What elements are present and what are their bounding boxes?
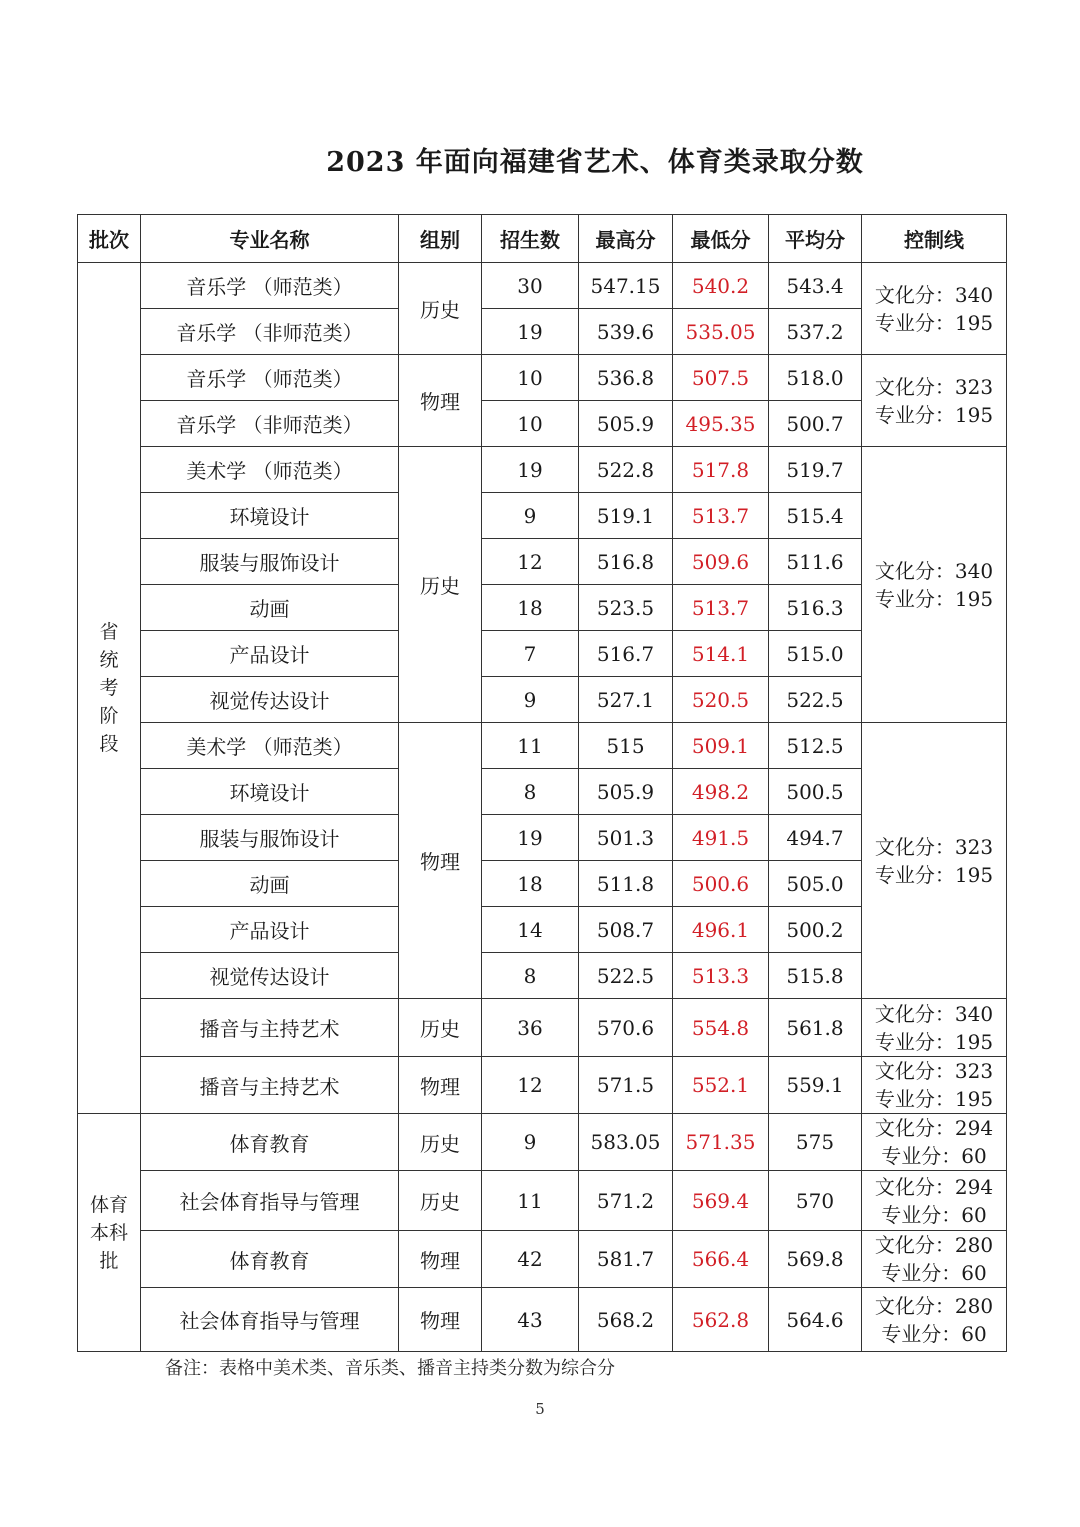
max-cell: 547.15 bbox=[579, 263, 673, 309]
min-cell: 554.8 bbox=[673, 999, 769, 1057]
max-cell: 571.2 bbox=[579, 1171, 673, 1231]
batch-cell-sports: 体育 本科 批 bbox=[78, 1114, 141, 1352]
min-cell: 498.2 bbox=[673, 769, 769, 815]
min-cell: 535.05 bbox=[673, 309, 769, 355]
group-cell: 历史 bbox=[399, 447, 482, 723]
count-cell: 9 bbox=[482, 677, 579, 723]
max-cell: 571.5 bbox=[579, 1057, 673, 1114]
group-cell: 物理 bbox=[399, 1231, 482, 1288]
avg-cell: 570 bbox=[769, 1171, 862, 1231]
max-cell: 501.3 bbox=[579, 815, 673, 861]
header-batch: 批次 bbox=[78, 215, 141, 263]
major-cell: 动画 bbox=[141, 861, 399, 907]
max-cell: 519.1 bbox=[579, 493, 673, 539]
major-cell: 音乐学 （非师范类） bbox=[141, 401, 399, 447]
avg-cell: 515.0 bbox=[769, 631, 862, 677]
count-cell: 42 bbox=[482, 1231, 579, 1288]
major-cell: 播音与主持艺术 bbox=[141, 1057, 399, 1114]
max-cell: 568.2 bbox=[579, 1288, 673, 1352]
count-cell: 43 bbox=[482, 1288, 579, 1352]
group-cell: 物理 bbox=[399, 355, 482, 447]
count-cell: 11 bbox=[482, 1171, 579, 1231]
major-cell: 体育教育 bbox=[141, 1114, 399, 1171]
batch-cell-provincial: 省 统 考 阶 段 bbox=[78, 263, 141, 1114]
min-cell: 571.35 bbox=[673, 1114, 769, 1171]
major-cell: 服装与服饰设计 bbox=[141, 539, 399, 585]
max-cell: 505.9 bbox=[579, 769, 673, 815]
major-cell: 产品设计 bbox=[141, 907, 399, 953]
footnote: 备注：表格中美术类、音乐类、播音主持类分数为综合分 bbox=[165, 1358, 615, 1379]
max-cell: 522.8 bbox=[579, 447, 673, 493]
group-cell: 历史 bbox=[399, 1114, 482, 1171]
min-cell: 507.5 bbox=[673, 355, 769, 401]
control-cell: 文化分：280 专业分：60 bbox=[862, 1288, 1007, 1352]
count-cell: 12 bbox=[482, 1057, 579, 1114]
header-max: 最高分 bbox=[579, 215, 673, 263]
avg-cell: 511.6 bbox=[769, 539, 862, 585]
major-cell: 体育教育 bbox=[141, 1231, 399, 1288]
page-number: 5 bbox=[535, 1400, 545, 1418]
control-cell: 文化分：340 专业分：195 bbox=[862, 999, 1007, 1057]
control-cell: 文化分：294 专业分：60 bbox=[862, 1171, 1007, 1231]
table-row bbox=[78, 263, 1007, 309]
min-cell: 562.8 bbox=[673, 1288, 769, 1352]
major-cell: 音乐学 （师范类） bbox=[141, 355, 399, 401]
count-cell: 7 bbox=[482, 631, 579, 677]
count-cell: 11 bbox=[482, 723, 579, 769]
avg-cell: 500.7 bbox=[769, 401, 862, 447]
control-cell: 文化分：294 专业分：60 bbox=[862, 1114, 1007, 1171]
major-cell: 环境设计 bbox=[141, 769, 399, 815]
max-cell: 570.6 bbox=[579, 999, 673, 1057]
group-cell: 物理 bbox=[399, 723, 482, 999]
max-cell: 536.8 bbox=[579, 355, 673, 401]
min-cell: 491.5 bbox=[673, 815, 769, 861]
avg-cell: 505.0 bbox=[769, 861, 862, 907]
max-cell: 505.9 bbox=[579, 401, 673, 447]
avg-cell: 500.2 bbox=[769, 907, 862, 953]
max-cell: 522.5 bbox=[579, 953, 673, 999]
table-header-row bbox=[78, 215, 1007, 263]
major-cell: 美术学 （师范类） bbox=[141, 723, 399, 769]
avg-cell: 494.7 bbox=[769, 815, 862, 861]
major-cell: 社会体育指导与管理 bbox=[141, 1171, 399, 1231]
header-group: 组别 bbox=[399, 215, 482, 263]
group-cell: 物理 bbox=[399, 1057, 482, 1114]
admission-score-table bbox=[77, 214, 1007, 1352]
max-cell: 516.8 bbox=[579, 539, 673, 585]
header-count: 招生数 bbox=[482, 215, 579, 263]
count-cell: 8 bbox=[482, 953, 579, 999]
min-cell: 513.3 bbox=[673, 953, 769, 999]
avg-cell: 575 bbox=[769, 1114, 862, 1171]
major-cell: 音乐学 （非师范类） bbox=[141, 309, 399, 355]
count-cell: 10 bbox=[482, 401, 579, 447]
major-cell: 社会体育指导与管理 bbox=[141, 1288, 399, 1352]
min-cell: 540.2 bbox=[673, 263, 769, 309]
max-cell: 583.05 bbox=[579, 1114, 673, 1171]
avg-cell: 564.6 bbox=[769, 1288, 862, 1352]
group-cell: 历史 bbox=[399, 1171, 482, 1231]
max-cell: 516.7 bbox=[579, 631, 673, 677]
max-cell: 508.7 bbox=[579, 907, 673, 953]
control-cell: 文化分：340 专业分：195 bbox=[862, 263, 1007, 355]
count-cell: 12 bbox=[482, 539, 579, 585]
major-cell: 播音与主持艺术 bbox=[141, 999, 399, 1057]
avg-cell: 516.3 bbox=[769, 585, 862, 631]
max-cell: 515 bbox=[579, 723, 673, 769]
avg-cell: 515.4 bbox=[769, 493, 862, 539]
group-cell: 历史 bbox=[399, 999, 482, 1057]
count-cell: 9 bbox=[482, 1114, 579, 1171]
count-cell: 30 bbox=[482, 263, 579, 309]
count-cell: 8 bbox=[482, 769, 579, 815]
max-cell: 523.5 bbox=[579, 585, 673, 631]
min-cell: 566.4 bbox=[673, 1231, 769, 1288]
avg-cell: 519.7 bbox=[769, 447, 862, 493]
min-cell: 513.7 bbox=[673, 493, 769, 539]
max-cell: 539.6 bbox=[579, 309, 673, 355]
avg-cell: 518.0 bbox=[769, 355, 862, 401]
avg-cell: 512.5 bbox=[769, 723, 862, 769]
max-cell: 581.7 bbox=[579, 1231, 673, 1288]
min-cell: 500.6 bbox=[673, 861, 769, 907]
major-cell: 视觉传达设计 bbox=[141, 677, 399, 723]
table-row bbox=[78, 1231, 1007, 1288]
count-cell: 10 bbox=[482, 355, 579, 401]
table-row bbox=[78, 1171, 1007, 1231]
table-row bbox=[78, 1057, 1007, 1114]
control-cell: 文化分：340 专业分：195 bbox=[862, 447, 1007, 723]
count-cell: 18 bbox=[482, 585, 579, 631]
table-row bbox=[78, 1114, 1007, 1171]
count-cell: 36 bbox=[482, 999, 579, 1057]
max-cell: 527.1 bbox=[579, 677, 673, 723]
major-cell: 动画 bbox=[141, 585, 399, 631]
major-cell: 产品设计 bbox=[141, 631, 399, 677]
avg-cell: 522.5 bbox=[769, 677, 862, 723]
control-cell: 文化分：323 专业分：195 bbox=[862, 1057, 1007, 1114]
min-cell: 509.1 bbox=[673, 723, 769, 769]
min-cell: 552.1 bbox=[673, 1057, 769, 1114]
min-cell: 520.5 bbox=[673, 677, 769, 723]
table-row bbox=[78, 355, 1007, 401]
avg-cell: 500.5 bbox=[769, 769, 862, 815]
avg-cell: 537.2 bbox=[769, 309, 862, 355]
control-cell: 文化分：323 专业分：195 bbox=[862, 355, 1007, 447]
header-control: 控制线 bbox=[862, 215, 1007, 263]
min-cell: 495.35 bbox=[673, 401, 769, 447]
min-cell: 496.1 bbox=[673, 907, 769, 953]
count-cell: 19 bbox=[482, 447, 579, 493]
count-cell: 18 bbox=[482, 861, 579, 907]
min-cell: 509.6 bbox=[673, 539, 769, 585]
count-cell: 14 bbox=[482, 907, 579, 953]
major-cell: 环境设计 bbox=[141, 493, 399, 539]
avg-cell: 543.4 bbox=[769, 263, 862, 309]
header-major: 专业名称 bbox=[141, 215, 399, 263]
avg-cell: 569.8 bbox=[769, 1231, 862, 1288]
table-row bbox=[78, 447, 1007, 493]
major-cell: 音乐学 （师范类） bbox=[141, 263, 399, 309]
max-cell: 511.8 bbox=[579, 861, 673, 907]
header-avg: 平均分 bbox=[769, 215, 862, 263]
table-row bbox=[78, 1288, 1007, 1352]
avg-cell: 515.8 bbox=[769, 953, 862, 999]
avg-cell: 561.8 bbox=[769, 999, 862, 1057]
min-cell: 514.1 bbox=[673, 631, 769, 677]
major-cell: 视觉传达设计 bbox=[141, 953, 399, 999]
table-row bbox=[78, 723, 1007, 769]
major-cell: 美术学 （师范类） bbox=[141, 447, 399, 493]
group-cell: 物理 bbox=[399, 1288, 482, 1352]
control-cell: 文化分：323 专业分：195 bbox=[862, 723, 1007, 999]
min-cell: 517.8 bbox=[673, 447, 769, 493]
count-cell: 19 bbox=[482, 815, 579, 861]
major-cell: 服装与服饰设计 bbox=[141, 815, 399, 861]
header-min: 最低分 bbox=[673, 215, 769, 263]
page-title: 2023 年面向福建省艺术、体育类录取分数 bbox=[326, 147, 864, 178]
count-cell: 19 bbox=[482, 309, 579, 355]
group-cell: 历史 bbox=[399, 263, 482, 355]
control-cell: 文化分：280 专业分：60 bbox=[862, 1231, 1007, 1288]
min-cell: 569.4 bbox=[673, 1171, 769, 1231]
count-cell: 9 bbox=[482, 493, 579, 539]
min-cell: 513.7 bbox=[673, 585, 769, 631]
table-row bbox=[78, 999, 1007, 1057]
avg-cell: 559.1 bbox=[769, 1057, 862, 1114]
